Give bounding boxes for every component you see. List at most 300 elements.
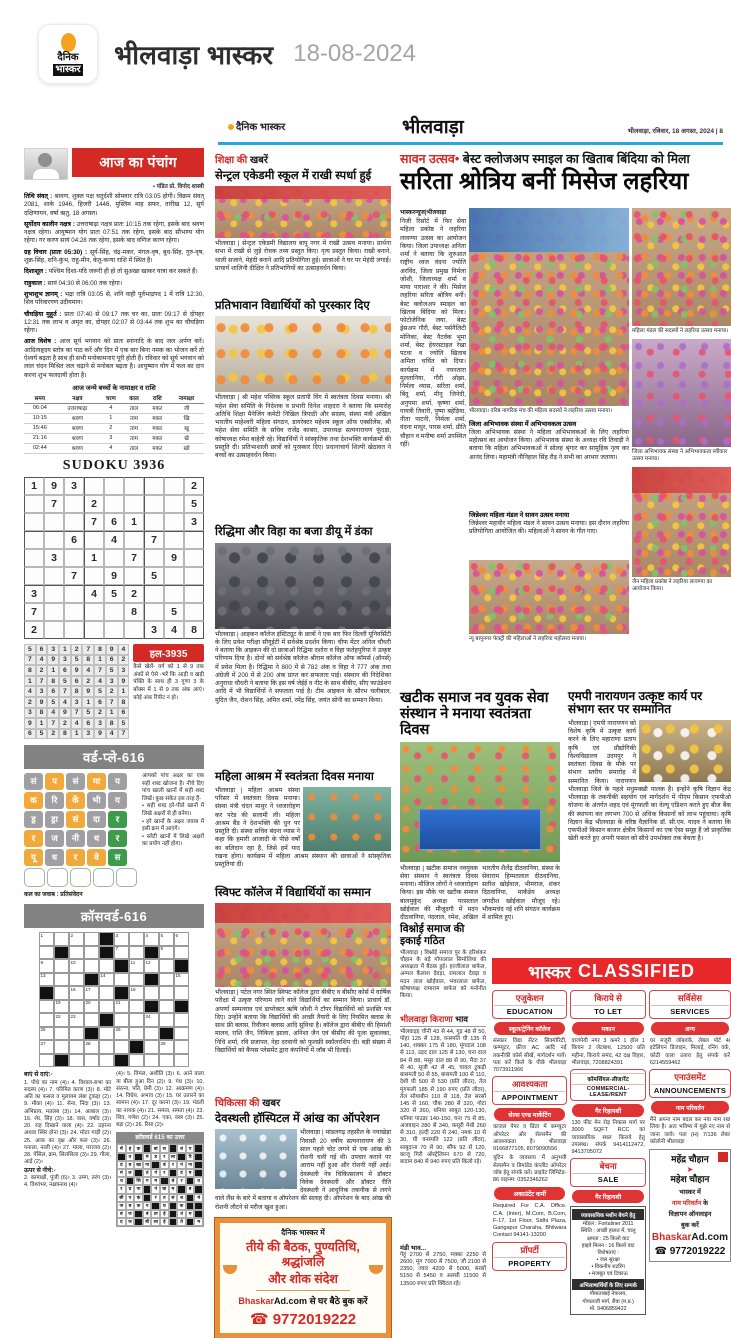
sun-dot-icon bbox=[228, 124, 234, 130]
answer-cell: तं bbox=[143, 1169, 152, 1177]
mandi-rates: गेहूं 2700 से 2750, मक्का 2250 से 2600, मूंग 7000 से 7500, जौ 2100 से 2350, ज्वार 4200 से 5000, सरसों 5150 से 5450 व अलसी 11500 से 13500 रुपए प्रति क्विंटल रहे। bbox=[400, 1251, 486, 1287]
classified-ad: संस्कार विद्या सेंटर: सिक्योरिटी, कम्प्यूटर, फ्रीज AC आदि नई तकनीकी कोर्स सीखें, मार्गदर्शन पायें। पता करें किले के पीछे भीलवाड़ा 7073911966 bbox=[493, 1038, 567, 1073]
solution-cell: 8 bbox=[82, 655, 94, 666]
solution-cell: 7 bbox=[71, 708, 83, 719]
sudoku-cell bbox=[144, 603, 164, 621]
solution-cell: 8 bbox=[94, 644, 106, 655]
crossword-cell bbox=[129, 1013, 144, 1027]
answer-cell bbox=[194, 1161, 203, 1169]
answer-cell: दं bbox=[177, 1169, 186, 1177]
article-headline: प्रतिभावान विद्यार्थियों को पुरस्कार दिए bbox=[215, 300, 370, 313]
solution-cell: 2 bbox=[94, 708, 106, 719]
masthead-city: भीलवाड़ा bbox=[402, 117, 464, 138]
solution-cell: 6 bbox=[106, 655, 118, 666]
crossword-cell bbox=[174, 946, 189, 960]
solution-cell: 8 bbox=[71, 686, 83, 697]
sudoku-cell bbox=[144, 477, 164, 495]
main-story-colC bbox=[632, 208, 731, 688]
clue-number: 12 bbox=[145, 959, 151, 965]
solution-cell: 5 bbox=[24, 644, 36, 655]
answer-cell: ला bbox=[169, 1153, 178, 1161]
crossword-cell bbox=[159, 1054, 174, 1068]
sudoku-cell bbox=[144, 513, 164, 531]
table-cell: मकर bbox=[145, 443, 169, 453]
sudoku-cell bbox=[64, 513, 84, 531]
answer-cell: न bbox=[143, 1202, 152, 1210]
crossword-cell bbox=[54, 1027, 69, 1041]
clue-number: 22 bbox=[55, 1013, 61, 1019]
answer-cell: ना bbox=[186, 1161, 195, 1169]
solution-cell: 6 bbox=[47, 686, 59, 697]
panchang-item: आज विशेष : आज सूर्य भगवान को प्रातः स्नानादि के बाद जल अर्पण करें। आदित्यहृदय स्तोत्र का पाठ करें और दिन में एक बार बिना नमक का भोजन करें तो ऐश्वर्य बढ़ता है साथ ही सभी मनोकामनाएं पूरी होती हैं। रविवार को सूर्य भगवान को लाल चंदन मिश्रित जल चढ़ाने से मनोबल बढ़ता है। आयुष्मान योग में फल का दान करना शुभ फलदायी होता है। bbox=[24, 338, 204, 379]
classified-ad-box: व्यावसायिक मशीन बेचने हेतु मॉडल : Fortaliner 2011 स्थिति : अच्छी हालत में, चालू क्षमता : 25 किलो वाट हाइवे मिलन : 16 किलो वाट विशेषताएं : • जल सुरक्षा • विकनीय शटरिंग • मजबूत एवं टिकाऊ अभिलाषार्थियों के लिए सम्पर्क गौमाताबाई नेत्रालय, गोपालजी मार्ग, रीवा (म.प्र.) मो. 9406859422 bbox=[570, 1206, 645, 1315]
clue-number: 9 bbox=[40, 959, 44, 965]
crossword-clues bbox=[24, 1071, 204, 1227]
crossword-cell bbox=[159, 959, 174, 973]
sudoku-cell: 7 bbox=[84, 513, 104, 531]
panchang-items bbox=[24, 193, 204, 380]
mp-article bbox=[568, 720, 731, 948]
wordplay-tile: सं bbox=[66, 773, 85, 790]
answer-cell: खा bbox=[134, 1161, 143, 1169]
clue-number: 2 bbox=[70, 932, 74, 938]
crossword-cell bbox=[129, 1040, 144, 1054]
classified-ad: काजल पेपर व प्रिंटर में कम्प्यूटर ऑपरेटर और सेल्समैन की आवश्यकता है। भीलवाड़ा 9166877105, 8079090556 bbox=[493, 1124, 567, 1152]
crossword-cell bbox=[54, 1000, 69, 1014]
mp-photo bbox=[639, 720, 731, 782]
article-photo-rakhi bbox=[215, 186, 391, 238]
wordplay-hint-2: • हरे खानों के अक्षर जवाब में इसी क्रम में आएंगे। bbox=[142, 818, 204, 833]
answer-cell: म bbox=[169, 1185, 178, 1193]
solution-cell: 4 bbox=[36, 655, 48, 666]
new-name: महेश चौहान bbox=[670, 1173, 710, 1184]
crossword-cell bbox=[54, 973, 69, 987]
answer-cell: तं bbox=[177, 1210, 186, 1218]
answer-cell: र bbox=[160, 1153, 169, 1161]
name-change-ad: महेंद्र चौहान ➤ महेश चौहान भास्कर में नाम परिवर्तन के विज्ञापन ऑनलाइन बुक करें BhaskarAd.com ☎ 9772019222 bbox=[649, 1149, 731, 1262]
answer-cell bbox=[194, 1185, 203, 1193]
sudoku-cell: 3 bbox=[144, 621, 164, 639]
sudoku-cell bbox=[164, 567, 184, 585]
crossword-cell bbox=[99, 1054, 114, 1068]
wordplay-tile: य bbox=[108, 792, 127, 809]
solution-cell: 4 bbox=[94, 676, 106, 687]
answer-cell: बं bbox=[160, 1161, 169, 1169]
old-name: महेंद्र चौहान bbox=[671, 1154, 709, 1164]
side-photo-caption-3: जैन महिला प्रकोष्ठ ने लहरिया लावण्या का आयोजन किया। bbox=[632, 578, 713, 592]
table-cell: मकर bbox=[145, 433, 169, 443]
solution-cell: 9 bbox=[59, 708, 71, 719]
byline: भास्करन्यूज|भीलवाड़ा bbox=[400, 210, 447, 216]
table-cell: मकर bbox=[145, 413, 169, 423]
crossword-cell bbox=[144, 1040, 159, 1054]
solution-cell: 8 bbox=[59, 729, 71, 740]
classified-subcategory: सेल्स एण्ड मार्केटिंग bbox=[494, 1108, 565, 1121]
down-text: 2. कामाक्षी, पुंजी (6)। 3. उमंग, तरंग (3)। 4. विश्वंभर, नक्षत्रनाथ (4)। bbox=[24, 1174, 112, 1189]
sudoku-cell bbox=[104, 549, 124, 567]
paper-name: दैनिक भास्कर bbox=[228, 119, 285, 133]
answer-cell: म bbox=[186, 1210, 195, 1218]
namakshar-table bbox=[24, 394, 204, 454]
answer-cell: ष bbox=[186, 1169, 195, 1177]
crossword-cell bbox=[69, 1013, 84, 1027]
wordplay-tile: ध bbox=[45, 849, 64, 866]
solution-cell: 9 bbox=[24, 718, 36, 729]
crossword-cell bbox=[39, 1040, 54, 1054]
classified-banner-text: CLASSIFIED bbox=[577, 960, 695, 981]
crossword-cell bbox=[84, 1027, 99, 1041]
classified-subcategory: स्कूल/ट्रेनिंग कॉलेज bbox=[494, 1022, 565, 1035]
solution-cell: 6 bbox=[82, 718, 94, 729]
solution-cell: 3 bbox=[71, 697, 83, 708]
crossword-cell bbox=[144, 986, 159, 1000]
clue-number: 10 bbox=[70, 959, 76, 965]
masthead-rule bbox=[218, 142, 723, 145]
answer-cell bbox=[194, 1169, 203, 1177]
table-row bbox=[24, 413, 204, 423]
sudoku-cell bbox=[44, 603, 64, 621]
sudoku-cell bbox=[64, 621, 84, 639]
clue-number: 16 bbox=[70, 986, 76, 992]
side-photo-caption-2: जिला अभिभावक संस्था ने अभिभावकत्व स्वीकार उत्सव मनाया। bbox=[632, 448, 728, 462]
crossword-cell bbox=[69, 946, 84, 960]
crossword-cell bbox=[39, 946, 54, 960]
sudoku-cell bbox=[64, 549, 84, 567]
article-body: भीलवाड़ा | सेन्ट्रल एकेडमी विद्यालय बापू नगर में राखी उत्सव मनाया। प्रार्थना सभा में राखी से जुड़े रोचक तथ्य प्रस्तुत किए। नृत्य प्रस्तुत किया। राखी बनाने, थाली सजाने, मेहंदी बनाने आदि प्रतियोगिता हुई। छात्राओं ने घर पर मेहंदी लगाई। प्राचार्य शालिनी दीक्षित ने प्रतिभागियों का उत्साहवर्धन किया। bbox=[215, 240, 391, 272]
classified-banner bbox=[492, 958, 731, 984]
bhaskar-ad-phone: ☎ 9772019222 bbox=[249, 1311, 357, 1329]
answer-cell bbox=[194, 1144, 203, 1152]
logo-line2: भास्कर bbox=[55, 63, 81, 75]
classified-banner-bhaskar: भास्कर bbox=[528, 962, 571, 982]
substory-text: जिला अभिभावक संस्था ने महिला अभिभावकओं के लिए लहरिया महोत्सव का आयोजन किया। अभिभावक संस्था के अध्यक्ष रवि तिवाड़ी ने बताया कि महिला अभिभावकओं ने सोलह श्रृंगार कर सामूहिक नृत्य कर आनंद लिया। महामंत्री नौनिहाल सिंह रौड़ ने सभी का आभार जताया। bbox=[469, 428, 629, 461]
table-header: चरण bbox=[99, 394, 123, 404]
crossword-cell bbox=[159, 932, 174, 946]
solution-cell: 7 bbox=[106, 697, 118, 708]
kirana-rates: भीलवाड़ा| चीनी 43 से 44, गुड़ 48 से 50, पोहा 125 से 128, वनस्पति घी 135 से 140, शक्कर 175 से 180, मूंगदाल 108 से 113, उड़द दाल 125 से 130, चना दाल 84 से 88, मसूर दाल 88 से 90, मैदा 37 से 40, सूजी 42 से 45, चावल टुकड़ी बासमती 50 से 55, बासमती 100 से 110, देशी घी 500 से 530 (प्रति लीटर), तेल मूंगफली 185 से 190 रुपए (प्रति लीटर), तेल सोयाबीन 110 से 118, तेल सरसों 145 से 160, चौक 280 से 320, गोटा 320 से 360, धनिया साबुत 120-130, धनिया पाउडर 140-150, चना 75 से 85, अजवाइन 280 से 340, कसूरी मेथी 260 से 310, हल्दी 220 से 240, नमक 10 से 30, घी वनस्पति 122 (प्रति लीटर), साबुदाना 70 से 90, सौंफ 92 से 120, काजू गिरी ऑस्ट्रेलियन 670 से 720, बादाम 840 से 940 रुपए प्रति किलो रहे। bbox=[400, 1028, 486, 1166]
mp-body: भीलवाड़ा | एमपी नारायणन को विशेष कृषि में उत्कृष्ट कार्य करने के लिए महाराणा प्रताप कृषि एवं प्रौद्योगिकी विश्वविद्यालय उदयपुर ने स्वतंत्रता दिवस के मौके पर संभाग स्तरीय समारोह में सम्मानित किया। नारायणन भीलवाड़ा जिले के पहले मधुमक्खी पालक हैं। इन्होंने कृषि विज्ञान केंद्र भीलवाड़ा के तकनीकी सहयोग एवं मार्गदर्शन में पीएम किसान एफपीओ योजना के अंतर्गत शहद एवं मूंगफली का वेल्यू एडिशन करते हुए बीज बैंक की स्थापना कर लगभग 700 से अधिक किसानों को लाभ पहुंचाया। कृषि विज्ञान केंद्र भीलवाड़ा के वरिष्ठ वैज्ञानिक डॉ. सी.एम. यादव ने बताया कि एफपीओ किसान बाजार क्षेत्रीय किसानों का एक ऐसा समूह है जो प्राकृतिक खेती करते हुए अपनी फसल को सीधे उपभोक्ता तक बेचता है। bbox=[568, 719, 731, 843]
crossword-cell bbox=[159, 1013, 174, 1027]
crossword-cell bbox=[144, 946, 159, 960]
table-cell: खे bbox=[169, 433, 204, 443]
solution-cell: 7 bbox=[36, 676, 48, 687]
crossword-cell bbox=[69, 986, 84, 1000]
crossword-title: क्रॉसवर्ड-616 bbox=[24, 904, 204, 928]
answer-cell bbox=[177, 1153, 186, 1161]
table-cell: मकर bbox=[145, 423, 169, 433]
answer-cell: क bbox=[177, 1202, 186, 1210]
crossword-cell bbox=[69, 932, 84, 946]
solution-cell: 1 bbox=[118, 686, 130, 697]
crossword-cell bbox=[159, 1000, 174, 1014]
medical-headline: देवस्थली हॉस्पिटल में आंख का ऑपरेशन bbox=[215, 1113, 380, 1126]
table-cell: 4 bbox=[99, 443, 123, 453]
solution-cell: 6 bbox=[71, 676, 83, 687]
crossword-cell bbox=[129, 1027, 144, 1041]
article-headline: रिद्धिमा और विहा का बजा डीयू में डंका bbox=[215, 526, 373, 539]
article-body: भीलवाड़ा | पटेल नगर स्थित स्विफ्ट कॉलेज द्वारा बीबीए व बीसीए कोर्स में वार्षिक परीक्षा में उत्कृष्ट परिणाम लाने वाले विद्यार्थियों का सम्मान किया। प्राचार्य डॉ. अपर्णा सम्पतराव एवं डायरेक्टर ऋषि जोशी ने टॉपर विद्यार्थियों को प्रशस्ति पत्र दिए। उन्होंने बताया कि विद्यार्थियों की अच्छी तैयारी के लिए नियमित क्लास के साथ फ्री क्लास, रिवीजन क्लास आदि सुविधा है। कॉलेज द्वारा बीबीए की हिमांशी मालव, राशि जैन, निकिता झाला, अनिशा जैन एवं बीसीए की पूजा सुवालका, निधि शर्मा, रवि प्रजापत, नेहा दरवानी को फुलफ्री स्कॉलरशिप दी। बड़ी संख्या में विद्यार्थियों को कैंपस प्लेसमेंट द्वारा कंपनियों में जॉब भी दिलाई। bbox=[215, 989, 391, 1054]
crossword-cell bbox=[99, 973, 114, 987]
answer-cell bbox=[177, 1185, 186, 1193]
sudoku-cell: 6 bbox=[104, 513, 124, 531]
bhaskar-ad-box bbox=[215, 1218, 391, 1338]
sudoku-cell bbox=[124, 495, 144, 513]
answer-cell: ध bbox=[117, 1177, 126, 1185]
clues-across bbox=[24, 1071, 111, 1227]
sudoku-cell bbox=[124, 621, 144, 639]
wordplay-tile: मा bbox=[87, 773, 106, 790]
crossword-cell bbox=[54, 1054, 69, 1068]
clue-number: 21 bbox=[115, 1000, 121, 1006]
answer-cell: ई bbox=[160, 1218, 169, 1226]
substory-headline: जिला अभिभावक संस्था में अभिभावकत्व उत्सव bbox=[469, 420, 577, 428]
sudoku-cell bbox=[24, 495, 44, 513]
wordplay-tile: ध bbox=[87, 830, 106, 847]
answer-cell bbox=[143, 1185, 152, 1193]
crossword-cell bbox=[84, 959, 99, 973]
table-header-row bbox=[24, 394, 204, 404]
solution-cell: 3 bbox=[59, 655, 71, 666]
crossword-cell bbox=[174, 959, 189, 973]
sudoku-cell: 3 bbox=[184, 513, 204, 531]
solution-cell: 1 bbox=[24, 676, 36, 687]
answer-cell: द bbox=[117, 1218, 126, 1226]
table-cell: उत्तराषाढ़ा bbox=[56, 403, 99, 413]
answer-cell: ज bbox=[126, 1218, 135, 1226]
answer-cell: स bbox=[160, 1144, 169, 1152]
solution-cell: 2 bbox=[118, 655, 130, 666]
clue-number: 3 bbox=[115, 932, 119, 938]
clue-number: 13 bbox=[40, 973, 46, 979]
classified-category: आवश्यकता APPOINTMENT bbox=[492, 1076, 567, 1105]
answer-cell: बं bbox=[117, 1210, 126, 1218]
sudoku-cell bbox=[44, 531, 64, 549]
clue-number: 4 bbox=[145, 932, 149, 938]
sudoku-grid bbox=[24, 477, 204, 639]
article-photo-icon-college bbox=[215, 543, 391, 629]
sudoku-cell bbox=[184, 549, 204, 567]
answer-cell bbox=[143, 1144, 152, 1152]
crossword-cell bbox=[114, 1027, 129, 1041]
answer-cell: र bbox=[169, 1161, 178, 1169]
sudoku-cell bbox=[64, 495, 84, 513]
solution-cell: 8 bbox=[118, 697, 130, 708]
solution-cell: 9 bbox=[82, 686, 94, 697]
crossword-cell bbox=[129, 973, 144, 987]
namakshar-table-title: आज जन्मे बच्चों के नामाक्षर व राशि bbox=[72, 384, 156, 392]
table-cell: खि bbox=[169, 413, 204, 423]
crossword-cell bbox=[54, 986, 69, 1000]
table-cell: खू bbox=[169, 423, 204, 433]
answer-cell bbox=[160, 1177, 169, 1185]
sudoku-title: SUDOKU 3936 bbox=[62, 457, 166, 473]
clue-number: 7 bbox=[115, 946, 119, 952]
table-row bbox=[24, 443, 204, 453]
answer-cell: ई bbox=[160, 1210, 169, 1218]
bhaskar-ad-main: तीये की बैठक, पुण्यतिथि, श्रद्धांजलि और शोक संदेश bbox=[246, 1240, 360, 1287]
khatik-story bbox=[400, 690, 560, 961]
answer-cell bbox=[151, 1202, 160, 1210]
sudoku-cell bbox=[24, 531, 44, 549]
vishnoi-kirana-column bbox=[400, 924, 486, 1312]
article-body: भीलवाड़ा | महिला आश्रम संस्था परिसर में स्वतंत्रता दिवस मनाया। संस्था मंत्री चंदन माथुर ने ध्वजारोहण कर परेड की सलामी ली। महिला आश्रम बैंड ने देशभक्ति की धुन पर प्रस्तुति दी। संस्था सचिव बंदना व्यास ने कहा कि हमारी आजादी के पीछे वर्षों का बलिदान रहा है, जिसे हमें याद रखना होगा। कार्यक्रम में महिला आश्रम संस्थान की छात्राओं ने सांस्कृतिक प्रस्तुतियां दीं। bbox=[215, 786, 391, 869]
crossword-cell bbox=[69, 1027, 84, 1041]
crossword-cell bbox=[129, 1054, 144, 1068]
crossword-cell bbox=[84, 1000, 99, 1014]
classified-category: सर्विसेस SERVICES bbox=[649, 990, 731, 1019]
sudoku-cell: 4 bbox=[84, 585, 104, 603]
page-title: भीलवाड़ा भास्कर bbox=[114, 40, 274, 70]
answer-cell: र bbox=[117, 1185, 126, 1193]
newspaper-icon bbox=[718, 1152, 728, 1162]
table-cell: ताम bbox=[123, 433, 146, 443]
crossword-cell bbox=[39, 932, 54, 946]
solution-cell: 2 bbox=[59, 718, 71, 729]
solution-cell: 9 bbox=[47, 655, 59, 666]
answer-cell: ना bbox=[143, 1161, 152, 1169]
mid-photo-caption: न्यू बापूनगर फेक्ट्री की महिलाओं ने लहरिया महोत्सव मनाया। bbox=[469, 635, 587, 642]
crossword-cell bbox=[84, 986, 99, 1000]
crossword-cell bbox=[84, 973, 99, 987]
table-cell: 2 bbox=[99, 423, 123, 433]
classified-subcategory: गैर रिहायशी bbox=[572, 1190, 643, 1203]
crossword-cell bbox=[54, 946, 69, 960]
solution-cell: 3 bbox=[36, 686, 48, 697]
sudoku-cell bbox=[184, 531, 204, 549]
solution-cell: 5 bbox=[106, 665, 118, 676]
answer-cell: बं bbox=[169, 1177, 178, 1185]
solution-cell: 6 bbox=[59, 665, 71, 676]
answer-cell bbox=[134, 1153, 143, 1161]
right-area bbox=[400, 148, 731, 1312]
crossword-cell bbox=[144, 1013, 159, 1027]
table-row bbox=[24, 423, 204, 433]
sudoku-cell bbox=[164, 585, 184, 603]
wordplay-row bbox=[24, 868, 137, 887]
table-cell: ताल bbox=[123, 443, 146, 453]
crossword-cell bbox=[129, 932, 144, 946]
table-cell: 06:04 bbox=[24, 403, 56, 413]
khatik-body: भीलवाड़ा | खटीक समाज नवयुवक सेवा संस्थान ने स्वतंत्रता दिवस मनाया। मौजिज लोगों ने ध्वजारोहण किया। इस मौके पर खटीक समाज बालमुकुंद अध्यक्ष परसलाल खोईवाल की मौजूदगी में मदन दीठवानिया, नंदलाल, रमेश, अखिल भारतीय शैलेंद्र दीठवानिया, संस्था के सेवाराम हिम्मतलाल दीठवानिया, सतीश खोईवाल, भीमराज, शंकर दिठवानिया, मार्कंडेय अध्यक्ष जगदीश खोईवाल मौजूद रहे। भीकमचंद नई शनि संगठन कार्यक्रम में शामिल हुए। bbox=[400, 864, 561, 922]
crossword-cell bbox=[99, 1013, 114, 1027]
crossword-cell bbox=[144, 932, 159, 946]
across-title: बाएं से दाएं:- bbox=[24, 1071, 53, 1079]
panchang-item: शुभाशुभ ज्ञानम् : भद्रा रात्रि 03:05 से, शनि वाही पूर्वभाद्रपद 1 में रात्रि 12:30, शिव परिवारगण उदीयमान। bbox=[24, 290, 204, 307]
bhaskar-ad-line1: दैनिक भास्कर में bbox=[281, 1228, 325, 1238]
wordplay-tile: रि bbox=[45, 792, 64, 809]
answer-cell: क bbox=[134, 1144, 143, 1152]
solution-cell: 1 bbox=[94, 655, 106, 666]
table-cell: 1 bbox=[99, 413, 123, 423]
answer-cell: ला bbox=[151, 1218, 160, 1226]
medical-article bbox=[215, 1129, 391, 1213]
sudoku-cell bbox=[124, 477, 144, 495]
sudoku-cell bbox=[164, 495, 184, 513]
sudoku-solution-grid bbox=[24, 644, 129, 739]
solution-cell: 2 bbox=[47, 729, 59, 740]
logo-line1: दैनिक bbox=[57, 51, 79, 63]
solution-cell: 3 bbox=[94, 718, 106, 729]
sudoku-cell bbox=[84, 603, 104, 621]
crossword-cell bbox=[39, 973, 54, 987]
wordplay-tile: र bbox=[66, 849, 85, 866]
clue-number: 23 bbox=[70, 1013, 76, 1019]
solution-cell: 8 bbox=[106, 718, 118, 729]
bhaskar-ad-site: BhaskarAd.com से घर बैठे बुक करें bbox=[238, 1296, 368, 1307]
panchang-item: राहुकाल : सायं 04:30 से 06:00 तक रहेगा। bbox=[24, 279, 123, 287]
table-cell: मकर bbox=[145, 403, 169, 413]
solution-cell: 4 bbox=[24, 686, 36, 697]
panchang-item: सूर्योदय कालीन नक्षत्र : उत्तराषाढ़ा नक्षत्र प्रातः 10:15 तक रहेगा, इसके बाद श्रवण नक्षत्र रहेगा। आयुष्मान योग प्रातः 07:51 तक रहेगा, इसके बाद सौभाग्य योग रहेगा। गर करण सायं 04:28 तक रहेगा, इसके बाद वणिज करण रहेगा। bbox=[24, 220, 205, 245]
classified-column bbox=[649, 988, 731, 1284]
app-header bbox=[38, 24, 416, 84]
wordplay-tile: र bbox=[24, 830, 43, 847]
sudoku-cell bbox=[164, 531, 184, 549]
table-header: नामाक्षर bbox=[169, 394, 204, 404]
wordplay-grid bbox=[24, 773, 137, 887]
wordplay-tile: कें bbox=[66, 792, 85, 809]
across-text: 1. पौधे का नाम (4)। 4. विशाल-सभा का सदस्य (4)। 7. परिमित करण (3)। 8. मोटे अति का फसल व मुलायम लंबा टुकड़ा (2)। 9. मौका (4)। 11. सेना, निंदा (3)। 13. अभिप्राय, मतलब (3)। 14. आबाल (3)। 16. शेर, सिंह (3)। 18. वास, वर्षाद (3)। 20. राह दिखाने वाला (4)। 22. ठहरना अथवा स्थिर होना (3)। 24. मोटर गाड़ी (2)। 25. आक का वृक्ष और फल (3)। 26. पनाला, नाली (4)। 27. माला, पराजय (2)। 28. पेंसिल, क्रम, सिलसिला (3)। 29. गीला, आर्द्र (2)। bbox=[24, 1079, 112, 1166]
classified-category: किराये से TO LET bbox=[570, 990, 645, 1019]
article-photo-ashram bbox=[303, 787, 391, 851]
wordplay-tile: सं bbox=[24, 773, 43, 790]
answer-cell: म bbox=[194, 1218, 203, 1226]
sudoku-cell: 6 bbox=[64, 531, 84, 549]
clue-number: 6 bbox=[175, 932, 179, 938]
solution-cell: 3 bbox=[47, 644, 59, 655]
solution-cell: 7 bbox=[94, 665, 106, 676]
clue-number: 24 bbox=[145, 1013, 151, 1019]
wordplay-tile bbox=[116, 868, 137, 887]
sudoku-howto: कैसे खेलें- वर्ग को 1 से 9 तक अंकों से ऐसे -भरें कि आड़ी व खड़ी पंक्ति के साथ ही 3 गुणा 3 के बॉक्स में 1 से 9 तक अंक आएं। कोई अंक रिपीट न हो। bbox=[133, 663, 204, 701]
solution-cell: 3 bbox=[118, 665, 130, 676]
crossword-cell bbox=[174, 1054, 189, 1068]
down-title: ऊपर से नीचे:- bbox=[24, 1166, 56, 1174]
crossword-answer-grid bbox=[116, 1143, 204, 1227]
answer-cell: ड bbox=[151, 1153, 160, 1161]
sun-icon bbox=[61, 33, 76, 52]
sudoku-cell: 5 bbox=[164, 603, 184, 621]
sudoku-cell bbox=[184, 567, 204, 585]
solution-cell: 4 bbox=[47, 708, 59, 719]
crossword-answer-title: क्रॉसवर्ड 615 का उत्तर bbox=[116, 1132, 204, 1143]
crossword-cell bbox=[99, 986, 114, 1000]
mp-story bbox=[568, 690, 731, 948]
article-body: भीलवाड़ा | श्री महेश पब्लिक स्कूल प्रतापी विंग में स्वतंत्रता दिवस मनाया। श्री महेश सेवा समिति के निदेशक व प्रभारी दिनेश शाहदरा ने बताया कि समारोह अतिथि शिक्षा मैनेजिंग कमेटी निखिल त्रिपाठी और सदस्य, संस्था मंत्री अखिल भारतीय माहेश्वरी महिला संगठन, डायरेक्टर महेशम स्कूल ऑफ एक्सीलेंस, श्री महेश सेवा समिति के सचिव राजेंद्र काबरा, उपाध्यक्ष सत्यनारायण फूंदड़ा, कोषाध्यक्ष रमेश बाहेती रहे। विद्यार्थियों ने सांस्कृतिक तथा देशभक्ति कार्यक्रमों की प्रस्तुति दी। प्रतिभाशाली छात्रों को पुरस्कार दिए। प्रधानाचार्य शिल्पी खेठावत ने बच्चों का उत्साहवर्धन किया। bbox=[215, 394, 391, 460]
classified-subcategory: अकाउंटेंट कर्मी bbox=[494, 1187, 565, 1200]
sudoku-cell bbox=[24, 567, 44, 585]
crossword-cell bbox=[69, 1000, 84, 1014]
solution-cell: 8 bbox=[24, 665, 36, 676]
solution-cell: 4 bbox=[59, 697, 71, 708]
solution-cell: 3 bbox=[24, 708, 36, 719]
substory-headline: जिन्नेश्वर महिला मंडल ने सावन उत्सव मनाया bbox=[469, 511, 570, 519]
answer-cell: प bbox=[126, 1194, 135, 1202]
article-with-photo bbox=[215, 787, 391, 883]
answer-cell: मं bbox=[194, 1194, 203, 1202]
solution-cell: 5 bbox=[94, 686, 106, 697]
sudoku-cell bbox=[164, 513, 184, 531]
clue-number: 17 bbox=[85, 986, 91, 992]
solution-cell: 4 bbox=[82, 665, 94, 676]
sudoku-cell bbox=[164, 477, 184, 495]
crossword-cell bbox=[99, 932, 114, 946]
solution-cell: 5 bbox=[71, 655, 83, 666]
crossword-cell bbox=[99, 1040, 114, 1054]
sudoku-cell: 7 bbox=[64, 567, 84, 585]
classified-ad: वाजपेयी नगर 3 कमरे 1 हॉल 1 किचन 2 लेटबाथ, 12500 प्रति महीना, किराये समंद, 42 दक्ष विहार, भीलवाड़ा, 7208824391 bbox=[571, 1038, 645, 1066]
answer-cell: दं bbox=[117, 1161, 126, 1169]
